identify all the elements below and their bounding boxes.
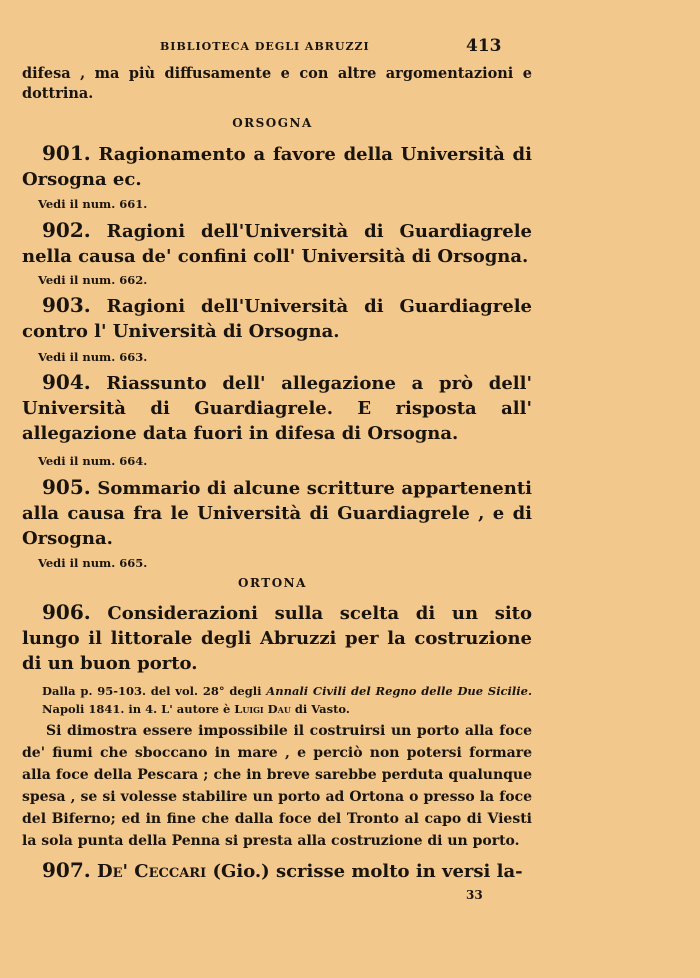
entry-title: Ragioni dell'Università di Guardiagrele contro l' Università di Orsogna.	[22, 296, 532, 342]
entry-title: Ragionamento a favore della Università di Orsogna ec.	[22, 144, 532, 190]
signature-mark: 33	[466, 888, 483, 902]
section-heading-orsogna: ORSOGNA	[232, 116, 313, 130]
entry-title: Considerazioni sulla scelta di un sito lungo il littorale degli Abruzzi per la costruzione di un buon porto.	[22, 603, 532, 674]
entry-906	[22, 600, 532, 676]
entry-number: 901.	[42, 141, 91, 165]
page-number: 413	[466, 36, 502, 56]
entry-number: 907.	[42, 858, 91, 882]
cross-reference: Vedi il num. 661.	[38, 197, 148, 211]
entry-905	[22, 475, 532, 551]
entry-title: Riassunto dell' allegazione a prò dell' Università di Guardiagrele. E risposta all' allegazione data fuori in difesa di Orsogna.	[22, 373, 532, 444]
entry-906-source	[22, 682, 532, 718]
cross-reference: Vedi il num. 662.	[38, 273, 148, 287]
entry-title: Sommario di alcune scritture appartenenti alla causa fra le Università di Guardiagrele , e di Orsogna.	[22, 478, 532, 549]
entry-title: (Gio.) scrisse molto in versi la-	[212, 861, 523, 882]
entry-number: 906.	[42, 600, 91, 624]
source-text: Napoli 1841. in 4. L' autore è	[42, 702, 231, 716]
entry-number: 903.	[42, 293, 91, 317]
entry-904	[22, 370, 532, 446]
entry-author: De' Ceccari	[97, 861, 207, 882]
source-text: Dalla p. 95-103. del vol. 28° degli	[42, 684, 262, 698]
continuation-text: difesa , ma più diffusamente e con altre argomentazioni e dottrina.	[22, 65, 532, 102]
note-body-text: Si dimostra essere impossibile il costruirsi un porto alla foce de' fiumi che sboccano in mare , e perciò non potersi formare alla foce della Pescara ; che in breve sarebbe perduta qualunque spesa , se si volesse stabilire un porto ad Ortona o presso la foce del Biferno; ed in fine che dalla foce del Tronto al capo di Viesti la sola punta della Penna si presta alla costruzione di un porto.	[22, 723, 532, 849]
entry-title: Ragioni dell'Università di Guardiagrele nella causa de' confini coll' Università di Orsogna.	[22, 221, 532, 267]
cross-reference: Vedi il num. 663.	[38, 350, 148, 364]
source-title: Annali Civili del Regno delle Due Sicilie.	[266, 684, 532, 698]
entry-901	[22, 141, 532, 192]
source-text: di Vasto.	[294, 702, 350, 716]
entry-number: 902.	[42, 218, 91, 242]
source-author: Luigi Dau	[234, 702, 291, 716]
cross-reference: Vedi il num. 665.	[38, 556, 148, 570]
running-head: BIBLIOTECA DEGLI ABRUZZI	[160, 40, 370, 53]
entry-907	[22, 858, 532, 884]
section-heading-ortona: ORTONA	[238, 576, 307, 590]
entry-906-note	[22, 720, 532, 852]
cross-reference: Vedi il num. 664.	[38, 454, 148, 468]
entry-number: 905.	[42, 475, 91, 499]
entry-902	[22, 218, 532, 269]
entry-number: 904.	[42, 370, 91, 394]
entry-903	[22, 293, 532, 344]
